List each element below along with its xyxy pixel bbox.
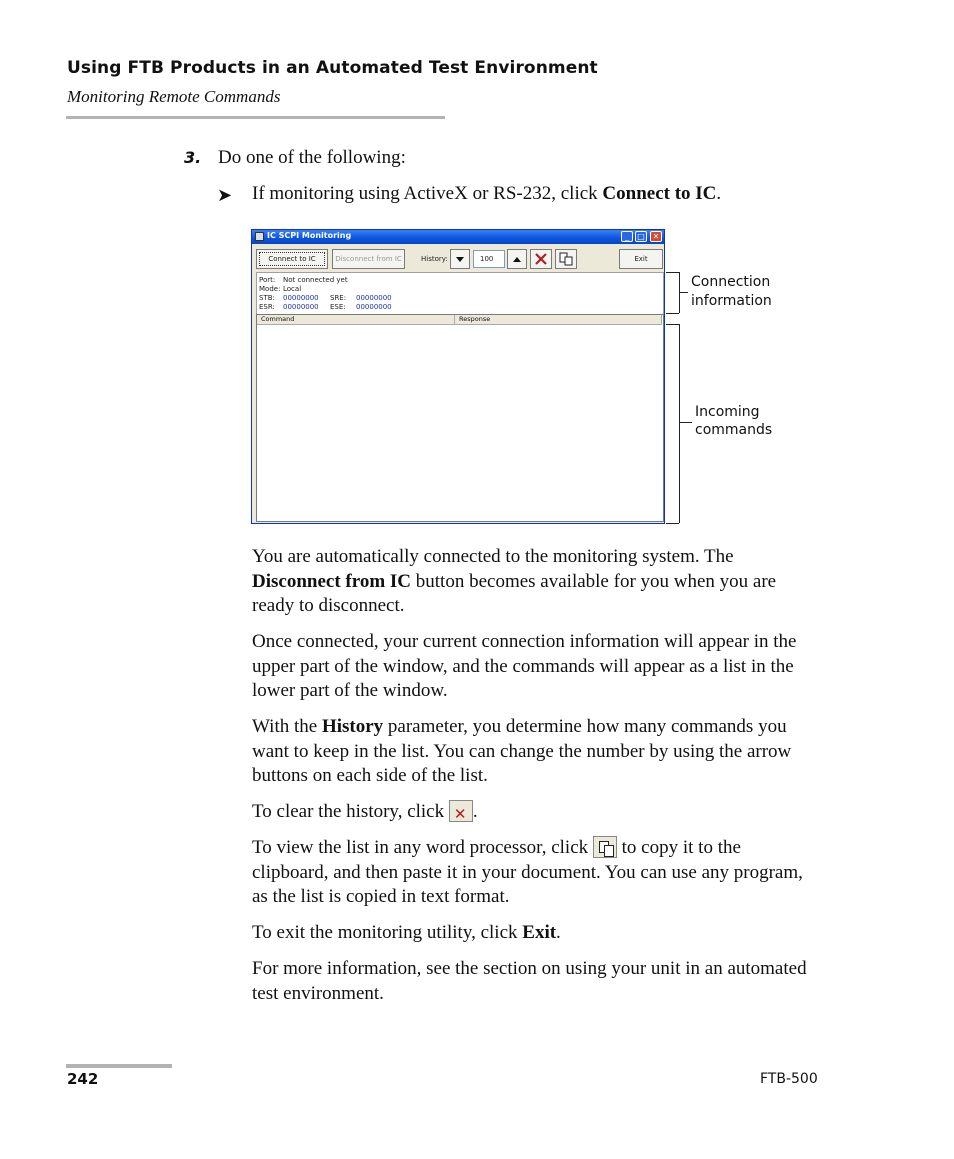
arrow-up-icon	[508, 250, 526, 268]
history-label: History:	[421, 255, 448, 263]
ese-value: 00000000	[356, 303, 392, 311]
page-number: 242	[67, 1070, 99, 1088]
p4-text-b: .	[472, 801, 478, 822]
mode-label: Mode:	[259, 285, 281, 293]
exit-button[interactable]: Exit	[619, 249, 663, 269]
paragraph-copy-list	[252, 836, 822, 910]
p3-bold: History	[321, 716, 384, 737]
bullet-text-bold: Connect to IC	[602, 183, 717, 204]
window-title: IC SCPI Monitoring	[267, 231, 352, 240]
paragraph-once-connected: Once connected, your current connection information will appear in the upper part of the window, and the commands will appear as a list in the lower part of the window.	[252, 631, 797, 701]
p3-text-b: parameter, you determine how many commands you want to keep in the list. You can change the number by using the arrow buttons on each side of the list.	[252, 716, 792, 786]
footer-rule	[66, 1064, 172, 1068]
history-up-button[interactable]	[507, 249, 527, 269]
connection-info-panel	[256, 272, 664, 315]
copy-clipboard-icon	[556, 250, 576, 268]
x-icon	[531, 250, 551, 268]
minimize-button[interactable]: _	[621, 231, 633, 242]
callout-bracket-top	[666, 272, 679, 273]
x-icon	[449, 800, 473, 822]
bullet-text-pre: If monitoring using ActiveX or RS-232, click	[252, 183, 603, 204]
arrow-down-icon	[451, 250, 469, 268]
callout-bracket-vertical	[679, 324, 680, 523]
window-titlebar	[252, 230, 664, 244]
clear-history-button[interactable]	[530, 249, 552, 269]
header-title: Using FTB Products in an Automated Test Environment	[67, 58, 598, 78]
header-rule	[66, 116, 445, 119]
column-header-command[interactable]: Command	[257, 315, 455, 325]
esr-value: 00000000	[283, 303, 319, 311]
paragraph-history	[252, 715, 822, 789]
sre-label: SRE:	[330, 294, 347, 302]
callout-incoming-line2: commands	[695, 422, 773, 438]
p1-bold: Disconnect from IC	[252, 570, 412, 592]
history-down-button[interactable]	[450, 249, 470, 269]
p6-bold: Exit	[522, 922, 557, 943]
p3-text-a: With the	[252, 716, 322, 737]
p4-text-a: To clear the history, click	[252, 801, 449, 822]
app-icon	[255, 232, 264, 241]
mode-value: Local	[283, 285, 302, 293]
paragraph-auto-connected	[252, 545, 822, 619]
callout-connection-line2: information	[691, 293, 772, 309]
paragraph-exit	[252, 921, 822, 946]
history-value-field[interactable]: 100	[473, 250, 505, 268]
disconnect-from-ic-button[interactable]: Disconnect from IC	[332, 249, 405, 269]
callout-leader	[680, 422, 692, 423]
bullet-text	[252, 183, 721, 205]
header-subtitle: Monitoring Remote Commands	[67, 87, 281, 106]
p6-text-b: .	[556, 922, 561, 943]
column-header-response[interactable]: Response	[455, 315, 662, 325]
close-button[interactable]: ✕	[650, 231, 662, 242]
product-name: FTB-500	[760, 1071, 818, 1087]
step-text: Do one of the following:	[218, 147, 406, 168]
callout-connection-line1: Connection	[691, 274, 771, 290]
connect-to-ic-button[interactable]: Connect to IC	[256, 249, 328, 269]
callout-bracket-bottom	[666, 313, 679, 314]
bullet-arrow-icon: ➤	[217, 185, 233, 205]
p1-text-b: button becomes available for you when you are ready to disconnect.	[252, 570, 777, 616]
stb-label: STB:	[259, 294, 275, 302]
ese-label: ESE:	[330, 303, 346, 311]
paragraph-clear-history	[252, 800, 822, 825]
callout-bracket-bottom	[666, 523, 679, 524]
bullet-text-post: .	[716, 183, 722, 204]
step-number: 3.	[184, 148, 202, 167]
command-list[interactable]	[256, 314, 664, 522]
p1-text-a: You are automatically connected to the monitoring system. The	[252, 546, 734, 567]
p5-text-a: To view the list in any word processor, click	[252, 837, 593, 858]
stb-value: 00000000	[283, 294, 319, 302]
copy-clipboard-icon	[593, 836, 617, 858]
paragraph-more-info: For more information, see the section on using your unit in an automated test environment.	[252, 958, 807, 1004]
maximize-button[interactable]: □	[635, 231, 647, 242]
callout-leader	[680, 292, 688, 293]
sre-value: 00000000	[356, 294, 392, 302]
p6-text-a: To exit the monitoring utility, click	[252, 922, 523, 943]
p5-text-b: to copy it to the clipboard, and then paste it in your document. You can use any program, as the list is copied in text format.	[252, 837, 803, 907]
esr-label: ESR:	[259, 303, 275, 311]
callout-incoming-line1: Incoming	[695, 404, 760, 420]
port-label: Port:	[259, 276, 276, 284]
copy-clipboard-button[interactable]	[555, 249, 577, 269]
monitoring-window	[251, 229, 665, 524]
callout-bracket-top	[666, 324, 679, 325]
port-value: Not connected yet	[283, 276, 348, 284]
